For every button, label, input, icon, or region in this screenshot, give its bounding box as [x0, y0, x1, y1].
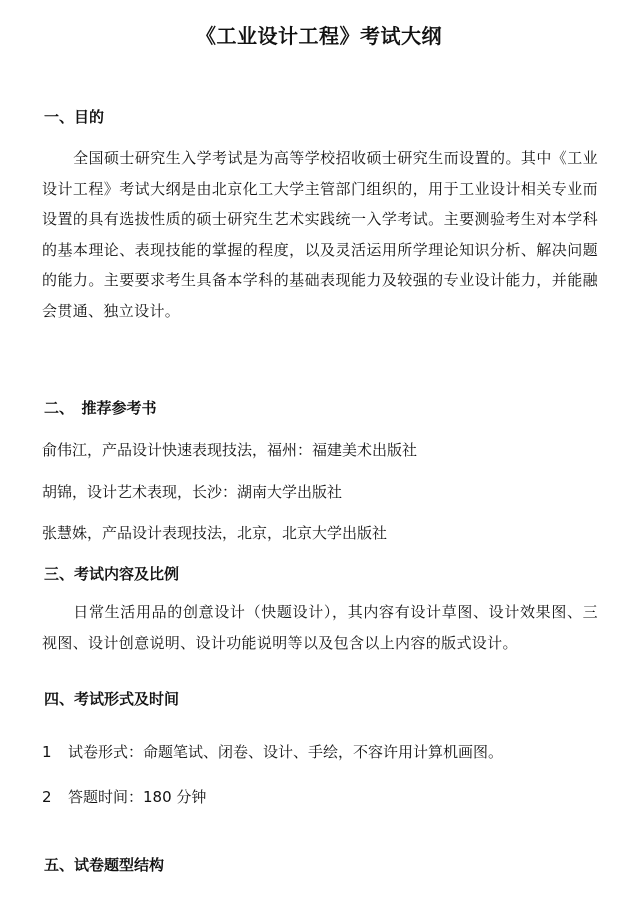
reference-item: 张慧姝，产品设计表现技法，北京，北京大学出版社 — [42, 524, 388, 542]
format-item — [42, 741, 503, 762]
reference-item: 俞伟江，产品设计快速表现技法，福州：福建美术出版社 — [42, 441, 418, 459]
section-heading-structure: 五、试卷题型结构 — [44, 856, 165, 874]
document-title: 《工业设计工程》考试大纲 — [196, 24, 442, 48]
format-item-number: 1 — [42, 743, 52, 761]
purpose-paragraph — [42, 143, 598, 326]
reference-item: 胡锦，设计艺术表现，长沙：湖南大学出版社 — [42, 483, 343, 501]
section-heading-format: 四、考试形式及时间 — [44, 690, 180, 708]
content-paragraph-text: 日常生活用品的创意设计（快题设计），其内容有设计草图、设计效果图、三视图、设计创意说明、设计功能说明等以及包含以上内容的版式设计。 — [42, 603, 598, 652]
content-paragraph — [42, 597, 598, 658]
format-item-number: 2 — [42, 788, 52, 806]
format-item-text: 答题时间：180 分钟 — [68, 788, 207, 806]
purpose-paragraph-text: 全国硕士研究生入学考试是为高等学校招收硕士研究生而设置的。其中《工业设计工程》考试大纲是由北京化工大学主管部门组织的，用于工业设计相关专业而设置的具有选拔性质的硕士研究生艺术实践统一入学考试。主要测验考生对本学科的基本理论、表现技能的掌握的程度，以及灵活运用所学理论知识分析、解决问题的能力。主要要求考生具备本学科的基础表现能力及较强的专业设计能力，并能融会贯通、独立设计。 — [42, 149, 598, 320]
section-heading-content: 三、考试内容及比例 — [44, 565, 180, 583]
section-heading-purpose: 一、目的 — [44, 108, 105, 126]
format-item — [42, 786, 206, 807]
format-item-text: 试卷形式：命题笔试、闭卷、设计、手绘，不容许用计算机画图。 — [68, 743, 504, 761]
section-heading-references: 二、 推荐参考书 — [44, 399, 157, 417]
